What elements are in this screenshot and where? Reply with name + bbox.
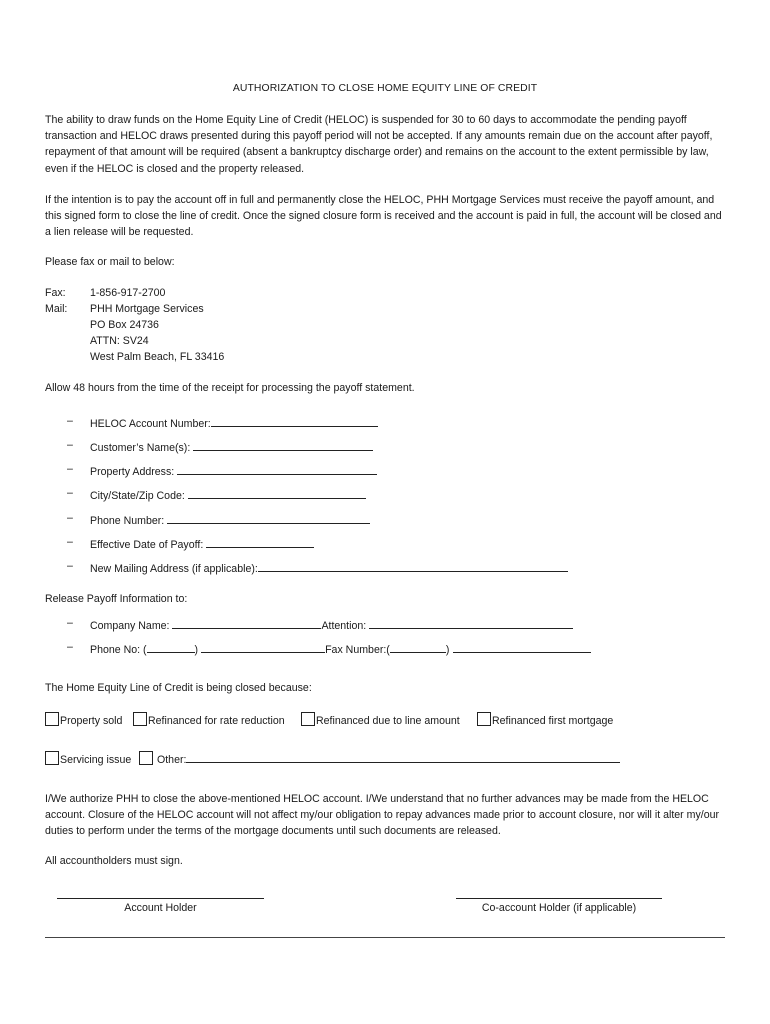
bullet-dash: – [67, 439, 73, 451]
release-fax-input[interactable] [453, 641, 591, 653]
property-address-input[interactable] [177, 463, 377, 475]
authorization-paragraph: I/We authorize PHH to close the above-mentioned HELOC account. I/We understand that no further advances may be made from the HELOC account. Closure of the HELOC account will not affect my/our obligation to repay advances made prior to account closure, nor will it alter my/our duties to perform under the terms of the mortgage documents until such documents are released. [45, 793, 720, 838]
field-label: Phone No: ( [90, 644, 147, 656]
field-phone-number [90, 512, 370, 527]
checkbox-icon[interactable] [301, 712, 315, 726]
coaccount-holder-signature-line[interactable] [456, 898, 662, 899]
phone-number-input[interactable] [167, 512, 370, 524]
reason-label: Refinanced due to line amount [316, 715, 460, 727]
reason-first-mortgage[interactable] [477, 712, 613, 727]
release-phone-area-input[interactable] [147, 641, 195, 653]
bullet-dash: – [67, 536, 73, 548]
checkbox-icon[interactable] [133, 712, 147, 726]
field-label: Company Name: [90, 620, 173, 632]
city-state-zip-input[interactable] [188, 487, 366, 499]
field-label: Phone Number: [90, 515, 168, 527]
field-effective-date [90, 536, 314, 551]
bullet-dash: – [67, 415, 73, 427]
customer-names-input[interactable] [193, 439, 373, 451]
all-sign-note: All accountholders must sign. [45, 855, 183, 867]
field-heloc-account-number [90, 415, 378, 430]
release-heading: Release Payoff Information to: [45, 593, 188, 605]
bullet-dash: – [67, 617, 73, 629]
mail-address-line: PHH Mortgage Services [90, 303, 204, 315]
field-label: New Mailing Address (if applicable): [90, 563, 258, 575]
field-label: Attention: [321, 620, 370, 632]
effective-date-input[interactable] [206, 536, 314, 548]
field-label: Fax Number:( [325, 644, 390, 656]
field-property-address [90, 463, 377, 478]
mail-address-line: PO Box 24736 [90, 319, 159, 331]
reason-rate-reduction[interactable] [133, 712, 285, 727]
field-customer-names [90, 439, 373, 454]
field-company-name [90, 617, 573, 632]
reason-label: Refinanced for rate reduction [148, 715, 285, 727]
reason-label: Other: [157, 754, 187, 766]
mail-address-line: West Palm Beach, FL 33416 [90, 351, 225, 363]
bullet-dash: – [67, 463, 73, 475]
reason-other[interactable] [139, 751, 620, 766]
bullet-dash: – [67, 512, 73, 524]
coaccount-holder-label: Co-account Holder (if applicable) [481, 902, 637, 914]
bullet-dash: – [67, 560, 73, 572]
fax-label: Fax: [45, 287, 66, 299]
footer-divider [45, 937, 725, 938]
mail-address-line: ATTN: SV24 [90, 335, 149, 347]
reason-label: Servicing issue [60, 754, 132, 766]
reason-servicing-issue[interactable] [45, 751, 131, 766]
closure-paragraph: If the intention is to pay the account off in full and permanently close the HELOC, PHH Mortgage Services must receive the payoff amount, and this signed form to close the line of credit. Once the signed closure form is received and the account is paid in full, the account will be closed and a lien release will be requested. [45, 194, 722, 239]
new-mailing-address-input[interactable] [258, 560, 568, 572]
reason-label: Property sold [60, 715, 123, 727]
paren-close: ) [194, 644, 199, 656]
field-city-state-zip [90, 487, 366, 502]
field-label: Effective Date of Payoff: [90, 539, 207, 551]
field-label: Customer’s Name(s): [90, 442, 194, 454]
checkbox-icon[interactable] [45, 751, 59, 765]
other-reason-input[interactable] [186, 751, 620, 763]
release-phone-input[interactable] [201, 641, 325, 653]
reason-heading: The Home Equity Line of Credit is being closed because: [45, 682, 312, 694]
paren-close: ) [445, 644, 450, 656]
processing-note: Allow 48 hours from the time of the receipt for processing the payoff statement. [45, 382, 415, 394]
form-title: AUTHORIZATION TO CLOSE HOME EQUITY LINE OF CREDIT [232, 83, 538, 94]
field-new-mailing-address [90, 560, 568, 575]
reason-property-sold[interactable] [45, 712, 122, 727]
company-name-input[interactable] [172, 617, 321, 629]
bullet-dash: – [67, 641, 73, 653]
checkbox-icon[interactable] [139, 751, 153, 765]
checkbox-icon[interactable] [45, 712, 59, 726]
fax-mail-intro: Please fax or mail to below: [45, 256, 175, 268]
fax-number: 1-856-917-2700 [90, 287, 166, 299]
checkbox-icon[interactable] [477, 712, 491, 726]
release-fax-area-input[interactable] [390, 641, 446, 653]
attention-input[interactable] [369, 617, 573, 629]
account-holder-signature-line[interactable] [57, 898, 264, 899]
heloc-account-number-input[interactable] [211, 415, 378, 427]
field-label: Property Address: [90, 466, 178, 478]
account-holder-label: Account Holder [124, 902, 197, 914]
reason-line-amount[interactable] [301, 712, 460, 727]
reason-label: Refinanced first mortgage [492, 715, 614, 727]
bullet-dash: – [67, 487, 73, 499]
field-release-phone-fax [90, 641, 591, 656]
mail-label: Mail: [45, 303, 68, 315]
field-label: HELOC Account Number: [90, 418, 211, 430]
suspension-paragraph: The ability to draw funds on the Home Equity Line of Credit (HELOC) is suspended for 30 to 60 days to accommodate the pending payoff transaction and HELOC draws presented during this payoff period will not be accepted. If any amounts remain due on the account after payoff, repayment of that amount will be required (absent a bankruptcy discharge order) and remains on the account to the extent permissible by law, even if the HELOC is closed and the property released. [45, 114, 713, 175]
field-label: City/State/Zip Code: [90, 490, 188, 502]
